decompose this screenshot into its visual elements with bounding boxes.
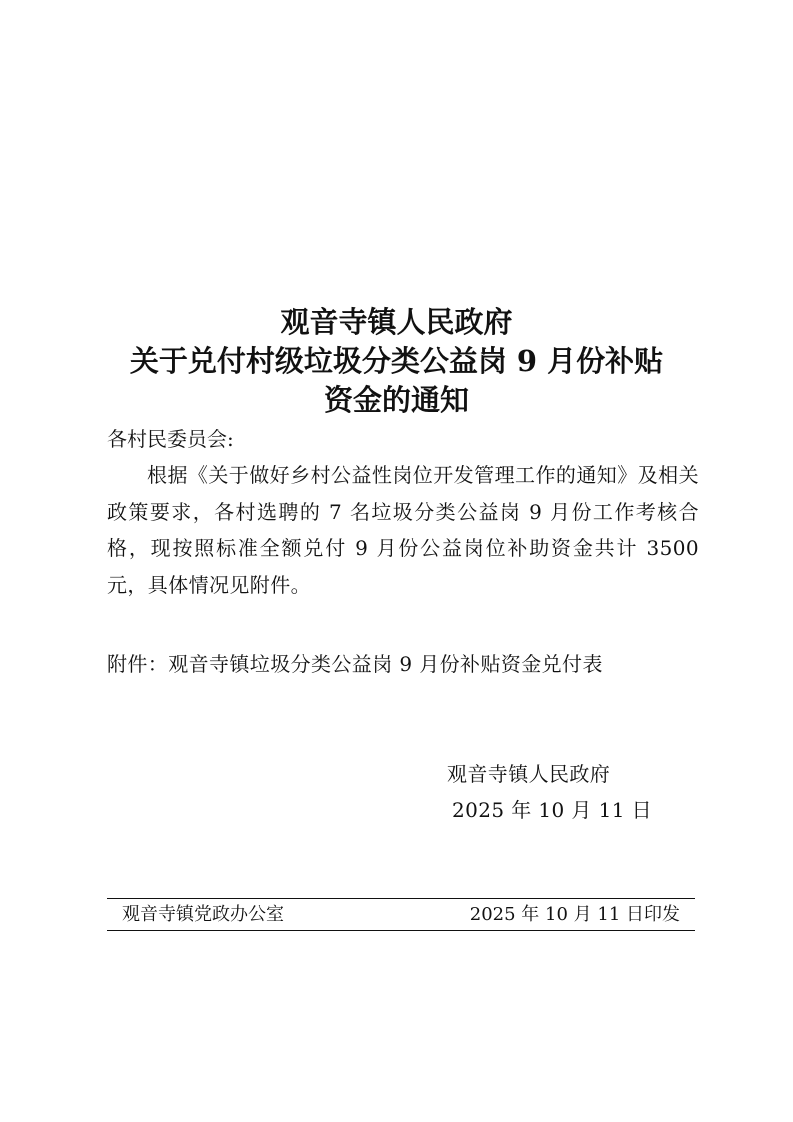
footer-issued-date: 2025 年 10 月 11 日印发	[469, 904, 680, 925]
salutation: 各村民委员会:	[107, 427, 234, 451]
footer-bottom-rule	[107, 930, 695, 931]
body-paragraph: 根据《关于做好乡村公益性岗位开发管理工作的通知》及相关政策要求，各村选聘的 7 名垃圾分类公益岗 9 月份工作考核合格，现按照标准全额兑付 9 月份公益岗位补助资金共计 3500 元，具体情况见附件。	[107, 463, 699, 597]
title-line-3: 资金的通知	[323, 383, 469, 417]
signature-organization: 观音寺镇人民政府	[447, 762, 611, 786]
attachment-line: 附件：观音寺镇垃圾分类公益岗 9 月份补贴资金兑付表	[107, 652, 603, 676]
title-line-1: 观音寺镇人民政府	[280, 305, 513, 339]
title-line-2: 关于兑付村级垃圾分类公益岗 9 月份补贴	[129, 344, 664, 378]
footer-issuer: 观音寺镇党政办公室	[122, 904, 284, 925]
signature-date: 2025 年 10 月 11 日	[452, 798, 652, 822]
